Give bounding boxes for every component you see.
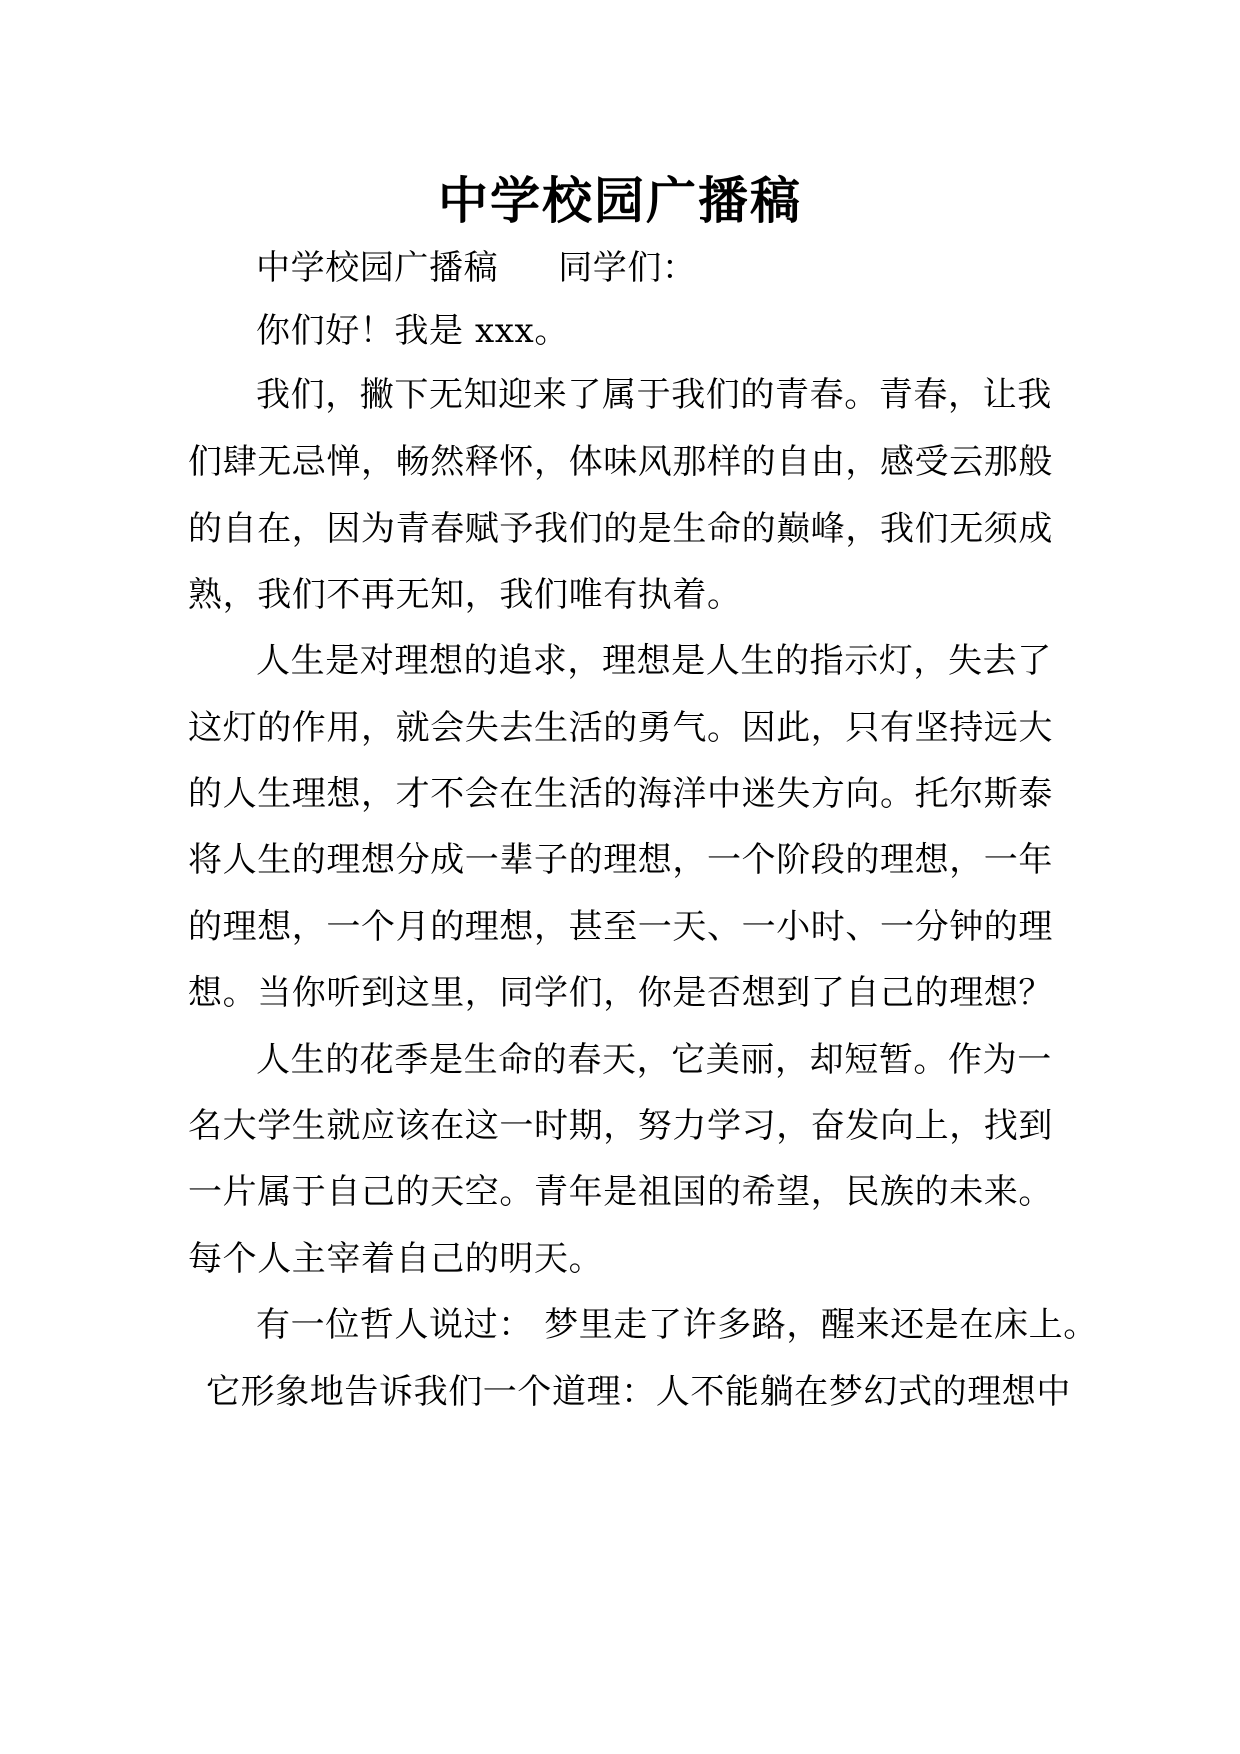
paragraph-line: 熟，我们不再无知，我们唯有执着。 — [188, 575, 742, 615]
paragraph-line: 们肆无忌惮，畅然释怀，体味风那样的自由，感受云那般 — [188, 442, 1053, 482]
paragraph-line: 一片属于自己的天空。青年是祖国的希望，民族的未来。 — [188, 1172, 1053, 1212]
document-title: 中学校园广播稿 — [438, 172, 802, 230]
paragraph-line: 有一位哲人说过： 梦里走了许多路，醒来还是在床上。 — [256, 1305, 1098, 1345]
paragraph-line: 的自在，因为青春赋予我们的是生命的巅峰，我们无须成 — [188, 509, 1053, 549]
paragraph-line: 人生是对理想的追求，理想是人生的指示灯，失去了 — [256, 641, 1052, 681]
header-line-left: 中学校园广播稿 — [256, 248, 499, 288]
paragraph-line: 这灯的作用，就会失去生活的勇气。因此，只有坚持远大 — [188, 708, 1053, 748]
paragraph-line: 的人生理想，才不会在生活的海洋中迷失方向。托尔斯泰 — [188, 774, 1053, 814]
paragraph-line: 的理想，一个月的理想，甚至一天、一小时、一分钟的理 — [188, 907, 1053, 947]
header-line — [256, 243, 1126, 293]
paragraph-line: 你们好！我是 xxx。 — [256, 311, 569, 351]
paragraph-line: 将人生的理想分成一辈子的理想，一个阶段的理想，一年 — [188, 840, 1053, 880]
header-line-right: 同学们： — [558, 248, 697, 288]
paragraph-line: 名大学生就应该在这一时期，努力学习，奋发向上，找到 — [188, 1106, 1053, 1146]
paragraph-line: 想。当你听到这里，同学们，你是否想到了自己的理想？ — [188, 973, 1053, 1013]
paragraph-line: 人生的花季是生命的春天，它美丽，却短暂。作为一 — [256, 1040, 1052, 1080]
paragraph-line: 它形象地告诉我们一个道理：人不能躺在梦幻式的理想中 — [206, 1372, 1071, 1412]
paragraph-line: 我们，撇下无知迎来了属于我们的青春。青春，让我 — [256, 375, 1052, 415]
paragraph-line: 每个人主宰着自己的明天。 — [188, 1239, 604, 1279]
